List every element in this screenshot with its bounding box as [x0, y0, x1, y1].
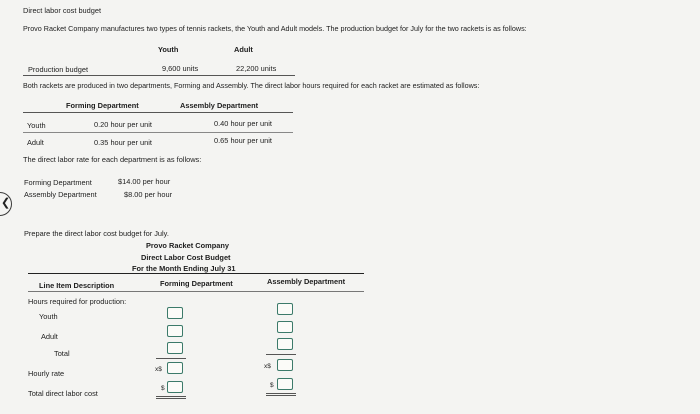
forming-underline — [156, 358, 186, 359]
budget-company: Provo Racket Company — [146, 241, 229, 250]
row-adult: Adult — [41, 332, 58, 341]
assembly-times-dollar: x$ — [264, 363, 271, 370]
rate-forming-label: Forming Department — [24, 178, 92, 187]
budget-col-rule — [28, 291, 364, 292]
production-col-adult: Adult — [234, 45, 253, 54]
production-separator — [23, 75, 295, 76]
assembly-total-hours-input[interactable] — [277, 338, 293, 350]
rate-text: The direct labor rate for each department is as follows: — [23, 155, 202, 164]
row-hours-required: Hours required for production: — [28, 297, 127, 306]
assembly-total-cost-input[interactable] — [277, 378, 293, 390]
forming-total-cost-input[interactable] — [167, 381, 183, 393]
forming-double-underline-2 — [156, 398, 186, 399]
assembly-youth-hours-input[interactable] — [277, 303, 293, 315]
row-youth: Youth — [39, 312, 58, 321]
hours-adult-assembly: 0.65 hour per unit — [214, 136, 272, 145]
forming-hourly-rate-input[interactable] — [167, 362, 183, 374]
production-row-label: Production budget — [28, 65, 88, 74]
assembly-double-underline-1 — [266, 393, 296, 394]
forming-times-dollar: x$ — [155, 366, 162, 373]
rate-forming-value: $14.00 per hour — [118, 177, 171, 186]
hours-adult-forming: 0.35 hour per unit — [94, 138, 152, 147]
forming-double-underline-1 — [156, 396, 186, 397]
page-header: Direct labor cost budget — [23, 6, 102, 15]
row-total-cost: Total direct labor cost — [28, 389, 98, 398]
rate-assembly-label: Assembly Department — [24, 190, 97, 199]
instruction-text: Prepare the direct labor cost budget for July. — [24, 229, 169, 238]
forming-total-hours-input[interactable] — [167, 342, 183, 354]
assembly-double-underline-2 — [266, 395, 296, 396]
row-total: Total — [54, 349, 70, 358]
budget-title: Direct Labor Cost Budget — [141, 253, 231, 262]
departments-text: Both rackets are produced in two departments, Forming and Assembly. The direct labor hours required for each racket are estimated as follows: — [23, 81, 480, 90]
hours-youth-label: Youth — [27, 121, 46, 130]
rate-assembly-value: $8.00 per hour — [124, 190, 173, 199]
hours-adult-label: Adult — [27, 138, 44, 147]
chevron-left-icon: ❮ — [1, 197, 11, 209]
assembly-adult-hours-input[interactable] — [277, 321, 293, 333]
hours-youth-forming: 0.20 hour per unit — [94, 120, 152, 129]
production-col-youth: Youth — [158, 45, 179, 54]
budget-col-item: Line Item Description — [39, 281, 115, 290]
assembly-hourly-rate-input[interactable] — [277, 359, 293, 371]
hours-col-assembly: Assembly Department — [180, 101, 259, 110]
intro-text: Provo Racket Company manufactures two types of tennis rackets, the Youth and Adult models. The production budget for July for the two rackets is as follows: — [23, 24, 527, 33]
hours-youth-assembly: 0.40 hour per unit — [214, 119, 272, 128]
assembly-dollar-sign: $ — [270, 382, 274, 389]
forming-adult-hours-input[interactable] — [167, 325, 183, 337]
budget-period: For the Month Ending July 31 — [132, 264, 236, 273]
forming-youth-hours-input[interactable] — [167, 307, 183, 319]
row-hourly-rate: Hourly rate — [28, 369, 65, 378]
production-youth-units: 9,600 units — [162, 64, 199, 73]
budget-col-forming: Forming Department — [160, 279, 233, 288]
budget-top-rule — [28, 273, 364, 274]
budget-col-assembly: Assembly Department — [267, 277, 346, 286]
hours-row-separator — [23, 132, 293, 133]
hours-col-forming: Forming Department — [66, 101, 139, 110]
forming-dollar-sign: $ — [161, 385, 165, 392]
back-button[interactable] — [0, 192, 12, 216]
assembly-underline — [266, 354, 296, 355]
production-adult-units: 22,200 units — [236, 64, 277, 73]
hours-header-separator — [23, 112, 293, 113]
